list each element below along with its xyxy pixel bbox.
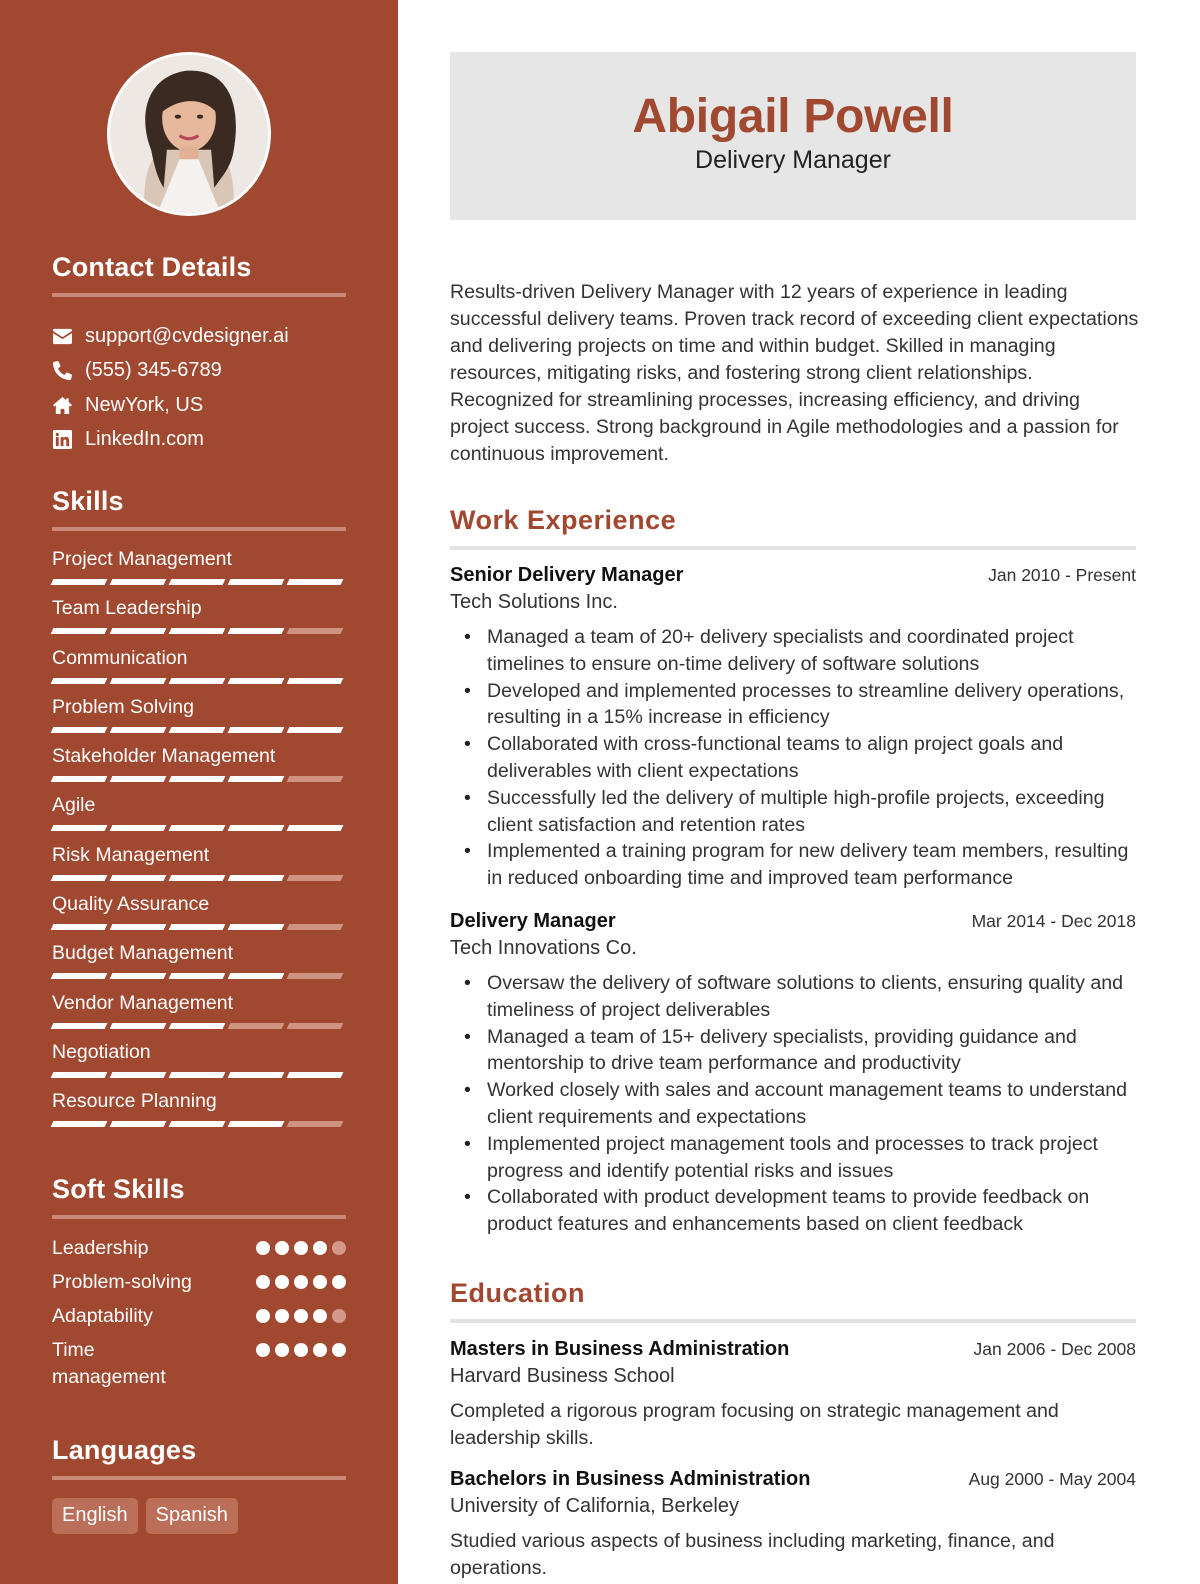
skill-level-segment bbox=[51, 579, 108, 585]
contact-linkedin[interactable] bbox=[52, 423, 346, 458]
skill-level-segment bbox=[228, 727, 285, 733]
language-badge: English bbox=[52, 1498, 138, 1534]
rating-dot bbox=[313, 1343, 327, 1357]
skill-level-segment bbox=[228, 678, 285, 684]
rating-dot bbox=[256, 1343, 270, 1357]
skill-level-segment bbox=[287, 1072, 344, 1078]
skill-level-segment bbox=[110, 1023, 167, 1029]
rating-dot bbox=[294, 1309, 308, 1323]
skill-level-segment bbox=[51, 678, 108, 684]
education-entry bbox=[450, 1468, 1136, 1582]
skill-level-bar bbox=[52, 678, 346, 684]
skill-level-segment bbox=[51, 973, 108, 979]
rating-dot bbox=[313, 1275, 327, 1289]
languages-heading: Languages bbox=[52, 1435, 197, 1465]
job-bullets bbox=[450, 624, 1136, 892]
degree-title: Bachelors in Business Administration bbox=[450, 1468, 811, 1490]
skill-name: Communication bbox=[52, 646, 188, 669]
skill-level-bar bbox=[52, 727, 346, 733]
language-badge: Spanish bbox=[146, 1498, 238, 1534]
list-item: • Managed a team of 20+ delivery specialists and coordinated project timelines to ensure on-time delivery of software solutions bbox=[487, 624, 1136, 678]
section-divider bbox=[450, 546, 1136, 550]
skill-level-segment bbox=[287, 1023, 344, 1029]
job-company: Tech Innovations Co. bbox=[450, 937, 637, 959]
job-role: Senior Delivery Manager bbox=[450, 564, 684, 586]
skill-level-bar bbox=[52, 973, 346, 979]
contact-phone-text: (555) 345-6789 bbox=[85, 359, 222, 382]
skill-level-bar bbox=[52, 628, 346, 634]
rating-dot bbox=[294, 1275, 308, 1289]
rating-dot bbox=[256, 1309, 270, 1323]
skill-level-segment bbox=[228, 825, 285, 831]
skill-level-segment bbox=[110, 825, 167, 831]
rating-dot bbox=[332, 1275, 346, 1289]
skill-item bbox=[52, 1087, 346, 1136]
rating-dot bbox=[332, 1343, 346, 1357]
rating-dot bbox=[275, 1241, 289, 1255]
contact-list bbox=[52, 319, 346, 457]
skill-item bbox=[52, 890, 346, 939]
skill-item bbox=[52, 545, 346, 594]
skill-name: Budget Management bbox=[52, 942, 234, 965]
education-dates: Aug 2000 - May 2004 bbox=[968, 1469, 1136, 1489]
skill-level-segment bbox=[110, 727, 167, 733]
sidebar bbox=[0, 0, 398, 1584]
school-name: Harvard Business School bbox=[450, 1365, 675, 1387]
soft-skill-name: Leadership bbox=[52, 1237, 149, 1259]
skill-name: Vendor Management bbox=[52, 991, 234, 1014]
skill-level-segment bbox=[228, 973, 285, 979]
skill-item bbox=[52, 939, 346, 988]
skill-level-segment bbox=[287, 924, 344, 930]
skill-name: Resource Planning bbox=[52, 1090, 217, 1113]
soft-skill-item bbox=[52, 1337, 346, 1391]
skill-level-bar bbox=[52, 1023, 346, 1029]
skill-level-bar bbox=[52, 825, 346, 831]
envelope-icon bbox=[52, 326, 72, 346]
soft-skills-heading: Soft Skills bbox=[52, 1174, 185, 1204]
soft-skill-rating bbox=[256, 1337, 346, 1357]
skill-name: Project Management bbox=[52, 548, 232, 570]
rating-dot bbox=[294, 1343, 308, 1357]
home-icon bbox=[52, 395, 72, 415]
section-divider bbox=[52, 1215, 346, 1219]
skill-level-bar bbox=[52, 875, 346, 881]
profile-summary: Results-driven Delivery Manager with 12 years of experience in leading successful delivery teams. Proven track record of exceeding client expectations and delivering projects on time and within budget. Skilled in managing resources, mitigating risks, and fostering strong client relationships. Recognized for streamlining processes, increasing efficiency, and driving project success. Strong background in Agile methodologies and a passion for continuous improvement. bbox=[450, 281, 1139, 465]
skill-level-segment bbox=[51, 727, 108, 733]
skill-level-segment bbox=[287, 628, 344, 634]
rating-dot bbox=[275, 1309, 289, 1323]
section-divider bbox=[52, 527, 346, 531]
skill-level-segment bbox=[51, 924, 108, 930]
soft-skill-item bbox=[52, 1235, 346, 1262]
contact-location bbox=[52, 388, 346, 423]
skill-level-segment bbox=[169, 1121, 226, 1127]
skill-level-segment bbox=[228, 875, 285, 881]
skill-item bbox=[52, 989, 346, 1038]
skill-level-bar bbox=[52, 579, 346, 585]
skill-level-segment bbox=[228, 579, 285, 585]
person-portrait-icon bbox=[110, 55, 268, 213]
skill-level-segment bbox=[228, 1121, 285, 1127]
soft-skill-item bbox=[52, 1303, 346, 1330]
rating-dot bbox=[294, 1241, 308, 1255]
skill-level-segment bbox=[169, 776, 226, 782]
section-divider bbox=[52, 1476, 346, 1480]
resume-header bbox=[450, 52, 1136, 220]
skill-level-segment bbox=[228, 924, 285, 930]
soft-skills-list bbox=[52, 1235, 346, 1391]
skill-item bbox=[52, 742, 346, 791]
skill-level-segment bbox=[169, 727, 226, 733]
job-bullets bbox=[450, 970, 1136, 1238]
degree-title: Masters in Business Administration bbox=[450, 1338, 790, 1360]
skill-level-bar bbox=[52, 1072, 346, 1078]
soft-skill-name: Problem-solving bbox=[52, 1271, 192, 1293]
soft-skill-rating bbox=[256, 1303, 346, 1323]
contact-linkedin-text: LinkedIn.com bbox=[85, 428, 204, 451]
skill-name: Stakeholder Management bbox=[52, 745, 276, 768]
skill-level-segment bbox=[51, 1121, 108, 1127]
rating-dot bbox=[332, 1241, 346, 1255]
skill-level-segment bbox=[110, 776, 167, 782]
section-divider bbox=[52, 293, 346, 297]
skill-level-segment bbox=[51, 1072, 108, 1078]
skill-level-segment bbox=[169, 875, 226, 881]
list-item: • Worked closely with sales and account management teams to understand client requirements and expectations bbox=[487, 1077, 1136, 1131]
list-item: • Collaborated with product development teams to provide feedback on product features and enhancements based on client feedback bbox=[487, 1184, 1136, 1238]
linkedin-icon bbox=[52, 430, 72, 450]
skill-level-segment bbox=[169, 1072, 226, 1078]
rating-dot bbox=[256, 1241, 270, 1255]
rating-dot bbox=[313, 1241, 327, 1255]
skill-level-segment bbox=[51, 875, 108, 881]
soft-skill-rating bbox=[256, 1235, 346, 1255]
list-item: • Implemented a training program for new delivery team members, resulting in reduced onboarding time and improved team performance bbox=[487, 838, 1136, 892]
skill-level-segment bbox=[110, 678, 167, 684]
education-dates: Jan 2006 - Dec 2008 bbox=[973, 1339, 1136, 1359]
soft-skills-section bbox=[52, 1174, 346, 1398]
skill-level-bar bbox=[52, 776, 346, 782]
skill-name: Quality Assurance bbox=[52, 893, 210, 916]
rating-dot bbox=[256, 1275, 270, 1289]
skill-level-segment bbox=[110, 973, 167, 979]
contact-email[interactable] bbox=[52, 319, 346, 354]
education-description: Completed a rigorous program focusing on strategic management and leadership skills. bbox=[450, 1400, 1059, 1449]
avatar bbox=[110, 55, 268, 213]
profile-photo bbox=[107, 52, 271, 216]
list-item: • Managed a team of 15+ delivery specialists, providing guidance and mentorship to drive team performance and productivity bbox=[487, 1024, 1136, 1078]
skill-level-segment bbox=[169, 678, 226, 684]
skill-item bbox=[52, 791, 346, 840]
skill-name: Negotiation bbox=[52, 1040, 151, 1063]
list-item: • Implemented project management tools and processes to track project progress and identify potential risks and issues bbox=[487, 1131, 1136, 1185]
job-dates: Mar 2014 - Dec 2018 bbox=[971, 911, 1136, 931]
skill-item bbox=[52, 693, 346, 742]
skill-level-segment bbox=[287, 875, 344, 881]
skill-level-segment bbox=[51, 825, 108, 831]
skills-heading: Skills bbox=[52, 486, 124, 516]
skill-level-segment bbox=[110, 1072, 167, 1078]
job-role: Delivery Manager bbox=[450, 910, 616, 932]
soft-skill-name: Adaptability bbox=[52, 1305, 153, 1327]
skill-level-segment bbox=[51, 1023, 108, 1029]
contact-location-text: NewYork, US bbox=[85, 393, 204, 416]
skill-item bbox=[52, 1038, 346, 1087]
skill-item bbox=[52, 594, 346, 643]
job-dates: Jan 2010 - Present bbox=[988, 565, 1136, 585]
skills-list bbox=[52, 545, 346, 1137]
job-entry bbox=[450, 910, 1136, 1238]
list-item: • Developed and implemented processes to streamline delivery operations, resulting in a 15% increase in efficiency bbox=[487, 678, 1136, 732]
skill-level-segment bbox=[169, 973, 226, 979]
rating-dot bbox=[275, 1343, 289, 1357]
skill-item bbox=[52, 841, 346, 890]
education-heading: Education bbox=[450, 1278, 586, 1308]
skill-level-segment bbox=[169, 924, 226, 930]
school-name: University of California, Berkeley bbox=[450, 1495, 739, 1517]
skill-level-segment bbox=[287, 973, 344, 979]
skill-level-segment bbox=[169, 825, 226, 831]
soft-skill-rating bbox=[256, 1269, 346, 1289]
skill-name: Problem Solving bbox=[52, 695, 194, 718]
rating-dot bbox=[275, 1275, 289, 1289]
skill-level-segment bbox=[51, 628, 108, 634]
skill-level-segment bbox=[110, 875, 167, 881]
soft-skill-name: Time management bbox=[52, 1339, 166, 1388]
skill-level-bar bbox=[52, 924, 346, 930]
skill-level-segment bbox=[169, 579, 226, 585]
contact-heading: Contact Details bbox=[52, 252, 252, 282]
contact-email-text: support@cvdesigner.ai bbox=[85, 324, 289, 347]
candidate-title: Delivery Manager bbox=[695, 146, 891, 174]
education-description: Studied various aspects of business including marketing, finance, and operations. bbox=[450, 1530, 1055, 1579]
list-item: • Oversaw the delivery of software solutions to clients, ensuring quality and timeliness of project deliverables bbox=[487, 970, 1136, 1024]
contact-section bbox=[52, 252, 346, 457]
job-entry bbox=[450, 564, 1136, 892]
list-item: • Collaborated with cross-functional teams to align project goals and deliverables with client expectations bbox=[487, 731, 1136, 785]
skill-level-segment bbox=[287, 1121, 344, 1127]
phone-icon bbox=[52, 361, 72, 381]
skill-level-segment bbox=[110, 924, 167, 930]
skill-level-segment bbox=[110, 579, 167, 585]
skill-level-segment bbox=[287, 776, 344, 782]
skill-level-segment bbox=[228, 776, 285, 782]
contact-phone[interactable] bbox=[52, 354, 346, 389]
skill-level-segment bbox=[169, 628, 226, 634]
skill-name: Team Leadership bbox=[52, 597, 202, 620]
education-entry bbox=[450, 1338, 1136, 1452]
work-experience-heading: Work Experience bbox=[450, 505, 677, 535]
list-item: • Successfully led the delivery of multiple high-profile projects, exceeding client satisfaction and retention rates bbox=[487, 785, 1136, 839]
skill-level-segment bbox=[110, 628, 167, 634]
rating-dot bbox=[313, 1309, 327, 1323]
skill-level-segment bbox=[110, 1121, 167, 1127]
skill-name: Risk Management bbox=[52, 843, 210, 866]
skills-section bbox=[52, 486, 346, 1137]
candidate-name: Abigail Powell bbox=[632, 90, 954, 143]
skill-level-segment bbox=[287, 825, 344, 831]
skill-level-segment bbox=[228, 1023, 285, 1029]
skill-level-segment bbox=[287, 678, 344, 684]
soft-skill-item bbox=[52, 1269, 346, 1296]
job-company: Tech Solutions Inc. bbox=[450, 591, 618, 613]
languages-section bbox=[52, 1435, 346, 1534]
section-divider bbox=[450, 1319, 1136, 1323]
skill-level-segment bbox=[51, 776, 108, 782]
skill-name: Agile bbox=[52, 794, 96, 817]
skill-level-segment bbox=[287, 579, 344, 585]
skill-level-segment bbox=[169, 1023, 226, 1029]
work-experience-header bbox=[450, 505, 1136, 550]
education-header bbox=[450, 1278, 1136, 1323]
languages-list bbox=[52, 1498, 346, 1534]
skill-level-segment bbox=[287, 727, 344, 733]
skill-level-segment bbox=[228, 1072, 285, 1078]
skill-level-segment bbox=[228, 628, 285, 634]
skill-level-bar bbox=[52, 1121, 346, 1127]
rating-dot bbox=[332, 1309, 346, 1323]
skill-item bbox=[52, 644, 346, 693]
